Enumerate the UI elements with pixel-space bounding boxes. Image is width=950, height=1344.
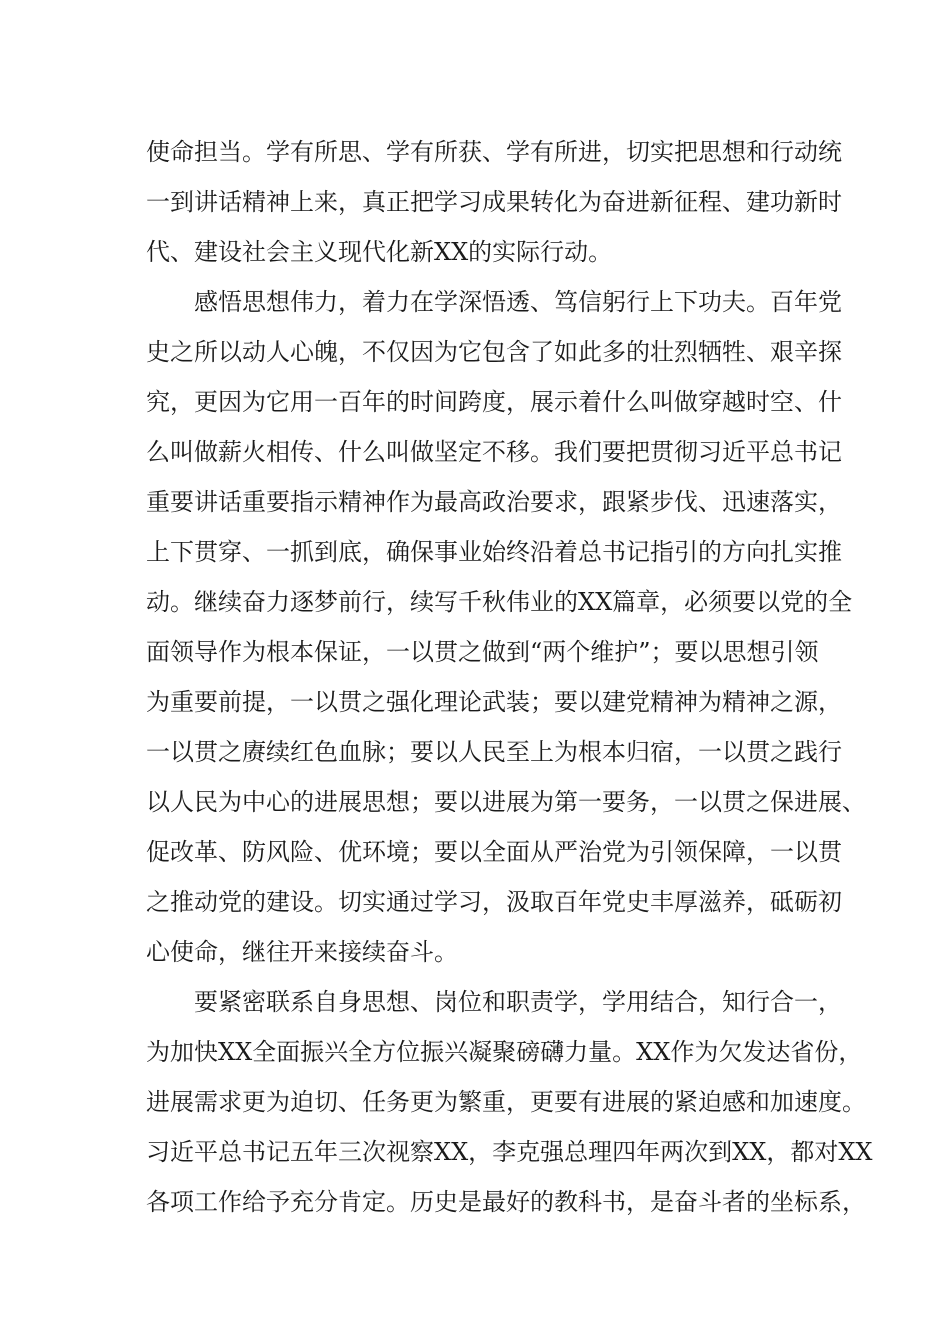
text-line: 进展需求更为迫切、任务更为繁重，更要有进展的紧迫感和加速度。	[146, 1088, 866, 1116]
text-line: 究，更因为它用一百年的时间跨度，展示着什么叫做穿越时空、什	[146, 388, 842, 416]
text-line: 之推动党的建设。切实通过学习，汲取百年党史丰厚滋养，砥砺初	[146, 888, 842, 916]
text-line: 一以贯之赓续红色血脉；要以人民至上为根本归宿，一以贯之践行	[146, 738, 842, 766]
text-line: 面领导作为根本保证，一以贯之做到“两个维护”；要以思想引领	[146, 638, 819, 666]
text-line: 代、建设社会主义现代化新XX的实际行动。	[146, 238, 613, 266]
paragraph-start-line: 感悟思想伟力，着力在学深悟透、笃信躬行上下功夫。百年党	[194, 288, 842, 316]
text-line: 为重要前提，一以贯之强化理论武装；要以建党精神为精神之源，	[146, 688, 842, 716]
text-line: 动。继续奋力逐梦前行，续写千秋伟业的XX篇章，必须要以党的全	[146, 588, 853, 616]
text-line: 上下贯穿、一抓到底，确保事业始终沿着总书记指引的方向扎实推	[146, 538, 842, 566]
text-line: 以人民为中心的进展思想；要以进展为第一要务，一以贯之保进展、	[146, 788, 866, 816]
text-line: 习近平总书记五年三次视察XX，李克强总理四年两次到XX，都对XX	[146, 1138, 873, 1166]
text-line: 使命担当。学有所思、学有所获、学有所进，切实把思想和行动统	[146, 138, 842, 166]
text-line: 促改革、防风险、优环境；要以全面从严治党为引领保障，一以贯	[146, 838, 842, 866]
text-line: 为加快XX全面振兴全方位振兴凝聚磅礴力量。XX作为欠发达省份，	[146, 1038, 863, 1066]
text-line: 史之所以动人心魄，不仅因为它包含了如此多的壮烈牺牲、艰辛探	[146, 338, 842, 366]
text-line: 一到讲话精神上来，真正把学习成果转化为奋进新征程、建功新时	[146, 188, 842, 216]
text-line: 各项工作给予充分肯定。历史是最好的教科书，是奋斗者的坐标系，	[146, 1188, 866, 1216]
text-line: 重要讲话重要指示精神作为最高政治要求，跟紧步伐、迅速落实，	[146, 488, 842, 516]
text-line: 心使命，继往开来接续奋斗。	[146, 938, 458, 966]
paragraph-start-line: 要紧密联系自身思想、岗位和职责学，学用结合，知行合一，	[194, 988, 842, 1016]
text-line: 么叫做薪火相传、什么叫做坚定不移。我们要把贯彻习近平总书记	[146, 438, 842, 466]
